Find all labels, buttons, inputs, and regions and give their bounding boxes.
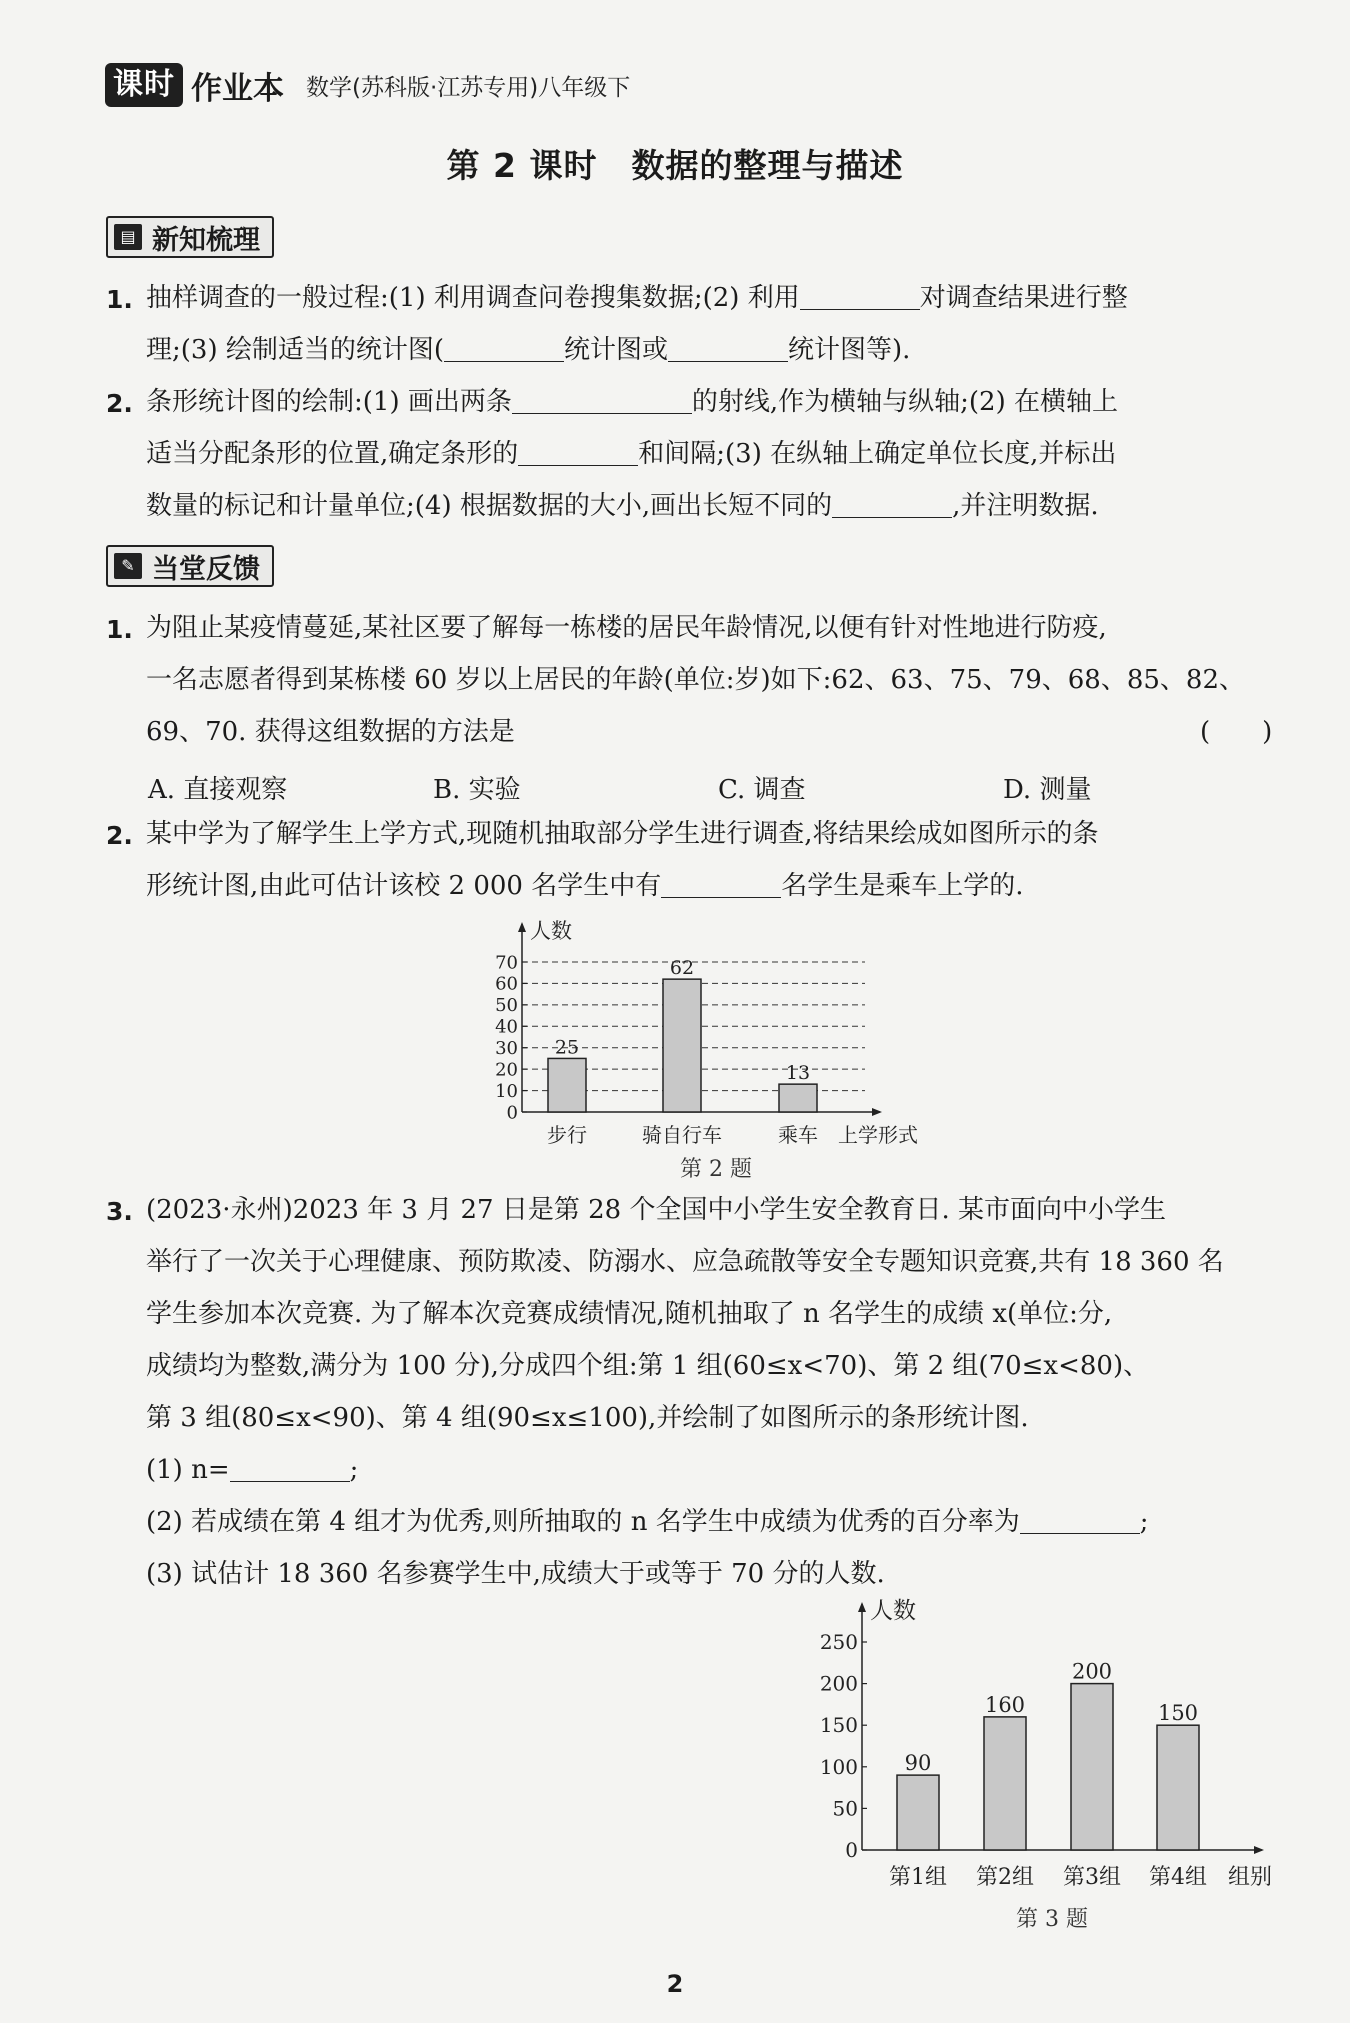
section-header-feedback — [106, 545, 274, 587]
text-line: (2023·永州)2023 年 3 月 27 日是第 28 个全国中小学生安全教育日. 某市面向中小学生 — [146, 1195, 1166, 1225]
x-axis-title: 上学形式 — [838, 1123, 918, 1147]
text-line: 某中学为了解学生上学方式,现随机抽取部分学生进行调查,将结果绘成如图所示的条 — [146, 819, 1099, 849]
text-line — [146, 439, 1116, 469]
category-label: 第4组 — [1149, 1865, 1207, 1890]
question-number: 3. — [106, 1197, 133, 1226]
page-number: 2 — [666, 1970, 684, 1998]
option-c[interactable]: C. 调查 — [718, 775, 806, 805]
text-span: 理;(3) 绘制适当的统计图( — [146, 335, 444, 365]
bar-chart-commute — [470, 912, 950, 1152]
y-tick-label: 20 — [495, 1059, 518, 1081]
y-tick-label: 50 — [832, 1796, 858, 1821]
text-span: 统计图或 — [564, 335, 669, 365]
bar — [897, 1775, 939, 1850]
y-axis-arrow — [518, 922, 526, 932]
bar-value-label: 62 — [669, 957, 695, 980]
y-tick-label: 10 — [495, 1080, 518, 1102]
question-number: 2. — [106, 821, 133, 850]
text-span: (2) 若成绩在第 4 组才为优秀,则所抽取的 n 名学生中成绩为优秀的百分率为 — [146, 1507, 1020, 1537]
text-span: 适当分配条形的位置,确定条形的 — [146, 439, 519, 469]
category-label: 第2组 — [976, 1865, 1034, 1890]
brand-name: 作业本 — [191, 70, 284, 107]
answer-blank[interactable] — [230, 1455, 350, 1482]
text-line: 69、70. 获得这组数据的方法是 — [146, 717, 515, 747]
bar — [1157, 1725, 1199, 1850]
y-tick-label: 0 — [506, 1102, 518, 1124]
y-axis-title: 人数 — [870, 1598, 916, 1624]
text-span: 名学生是乘车上学的. — [781, 871, 1024, 901]
y-tick-label: 250 — [819, 1630, 858, 1654]
text-span: ; — [349, 1455, 359, 1485]
answer-blank[interactable] — [512, 387, 692, 414]
bar — [779, 1084, 817, 1112]
x-axis-arrow — [1254, 1846, 1264, 1854]
notebook-icon: ▤ — [114, 224, 142, 250]
y-tick-label: 100 — [819, 1754, 858, 1779]
category-label: 步行 — [547, 1123, 587, 1147]
text-span: 的射线,作为横轴与纵轴;(2) 在横轴上 — [691, 387, 1118, 417]
answer-blank[interactable] — [661, 871, 781, 898]
sub-question-2 — [146, 1507, 1148, 1537]
answer-blank[interactable] — [444, 335, 564, 362]
x-axis-arrow — [872, 1108, 882, 1116]
text-span: 和间隔;(3) 在纵轴上确定单位长度,并标出 — [638, 439, 1117, 469]
bar-chart-score-groups — [800, 1590, 1320, 1900]
y-tick-label: 40 — [495, 1016, 518, 1038]
y-tick-label: 30 — [495, 1038, 518, 1060]
y-tick-label: 50 — [495, 995, 518, 1017]
category-label: 第3组 — [1063, 1865, 1121, 1890]
y-tick-label: 60 — [495, 973, 518, 995]
text-span: ; — [1139, 1507, 1149, 1537]
text-line: 举行了一次关于心理健康、预防欺凌、防溺水、应急疏散等安全专题知识竞赛,共有 18 360 名 — [146, 1247, 1224, 1277]
answer-blank[interactable] — [800, 283, 920, 310]
bar-value-label: 90 — [904, 1751, 932, 1776]
text-span: 对调查结果进行整 — [919, 283, 1128, 313]
text-line — [146, 387, 1118, 417]
item-number: 1. — [106, 285, 133, 314]
text-span: 统计图等). — [788, 335, 911, 365]
y-tick-label: 150 — [819, 1713, 858, 1738]
pencil-icon: ✎ — [114, 553, 142, 579]
figure-caption: 第 3 题 — [1016, 1907, 1088, 1932]
lesson-title: 第 2 课时 数据的整理与描述 — [446, 146, 904, 185]
item-number: 2. — [106, 389, 133, 418]
text-span: (1) n= — [146, 1455, 230, 1485]
option-d[interactable]: D. 测量 — [1003, 775, 1092, 805]
option-b[interactable]: B. 实验 — [433, 775, 521, 805]
text-span: 数量的标记和计量单位;(4) 根据数据的大小,画出长短不同的 — [146, 491, 833, 521]
section-label: 新知梳理 — [152, 224, 260, 256]
text-line: 第 3 组(80≤x<90)、第 4 组(90≤x≤100),并绘制了如图所示的条形统计图. — [146, 1403, 1029, 1433]
bar-value-label: 13 — [785, 1062, 811, 1085]
text-span: 形统计图,由此可估计该校 2 000 名学生中有 — [146, 871, 662, 901]
category-label: 乘车 — [778, 1123, 818, 1147]
answer-blank[interactable] — [668, 335, 788, 362]
figure-caption: 第 2 题 — [680, 1157, 752, 1182]
bar-value-label: 160 — [984, 1692, 1026, 1717]
bar — [1071, 1684, 1113, 1850]
sub-question-3: (3) 试估计 18 360 名参赛学生中,成绩大于或等于 70 分的人数. — [146, 1559, 885, 1589]
book-subtitle: 数学(苏科版·江苏专用)八年级下 — [306, 74, 631, 101]
bar — [663, 979, 701, 1112]
bar — [548, 1058, 586, 1112]
text-line: 一名志愿者得到某栋楼 60 岁以上居民的年龄(单位:岁)如下:62、63、75、79、68、85、82、 — [146, 665, 1246, 695]
text-line — [146, 491, 1099, 521]
answer-blank[interactable] — [832, 491, 952, 518]
brand-logo: 课时 — [105, 63, 183, 107]
y-axis-title: 人数 — [530, 919, 572, 943]
category-label: 第1组 — [889, 1865, 947, 1890]
section-label: 当堂反馈 — [152, 553, 260, 585]
y-tick-label: 0 — [845, 1838, 858, 1862]
text-span: ,并注明数据. — [952, 491, 1099, 521]
text-line — [146, 335, 910, 365]
text-line: 学生参加本次竞赛. 为了解本次竞赛成绩情况,随机抽取了 n 名学生的成绩 x(单位:分, — [146, 1299, 1113, 1329]
answer-blank[interactable] — [518, 439, 638, 466]
text-line: 成绩均为整数,满分为 100 分),分成四个组:第 1 组(60≤x<70)、第 2 组(70≤x<80)、 — [146, 1351, 1150, 1381]
category-label: 骑自行车 — [642, 1123, 722, 1147]
y-axis-arrow — [858, 1602, 866, 1612]
bar — [984, 1717, 1026, 1850]
bar-value-label: 25 — [554, 1036, 580, 1059]
option-a[interactable]: A. 直接观察 — [148, 775, 288, 805]
y-tick-label: 200 — [819, 1671, 858, 1696]
text-line: 为阻止某疫情蔓延,某社区要了解每一栋楼的居民年龄情况,以便有针对性地进行防疫, — [146, 613, 1107, 643]
text-span: 抽样调查的一般过程:(1) 利用调查问卷搜集数据;(2) 利用 — [146, 283, 800, 313]
y-tick-label: 70 — [495, 952, 518, 974]
answer-blank[interactable] — [1020, 1507, 1140, 1534]
question-number: 1. — [106, 615, 133, 644]
bar-value-label: 200 — [1071, 1659, 1113, 1684]
bar-value-label: 150 — [1157, 1701, 1199, 1726]
text-line — [146, 871, 1024, 901]
text-line — [146, 283, 1128, 313]
section-header-knowledge — [106, 216, 274, 258]
answer-paren[interactable]: ( ) — [1200, 717, 1273, 747]
x-axis-title: 组别 — [1228, 1865, 1273, 1890]
text-span: 条形统计图的绘制:(1) 画出两条 — [146, 387, 512, 417]
page-header — [105, 62, 630, 108]
sub-question-1 — [146, 1455, 358, 1485]
